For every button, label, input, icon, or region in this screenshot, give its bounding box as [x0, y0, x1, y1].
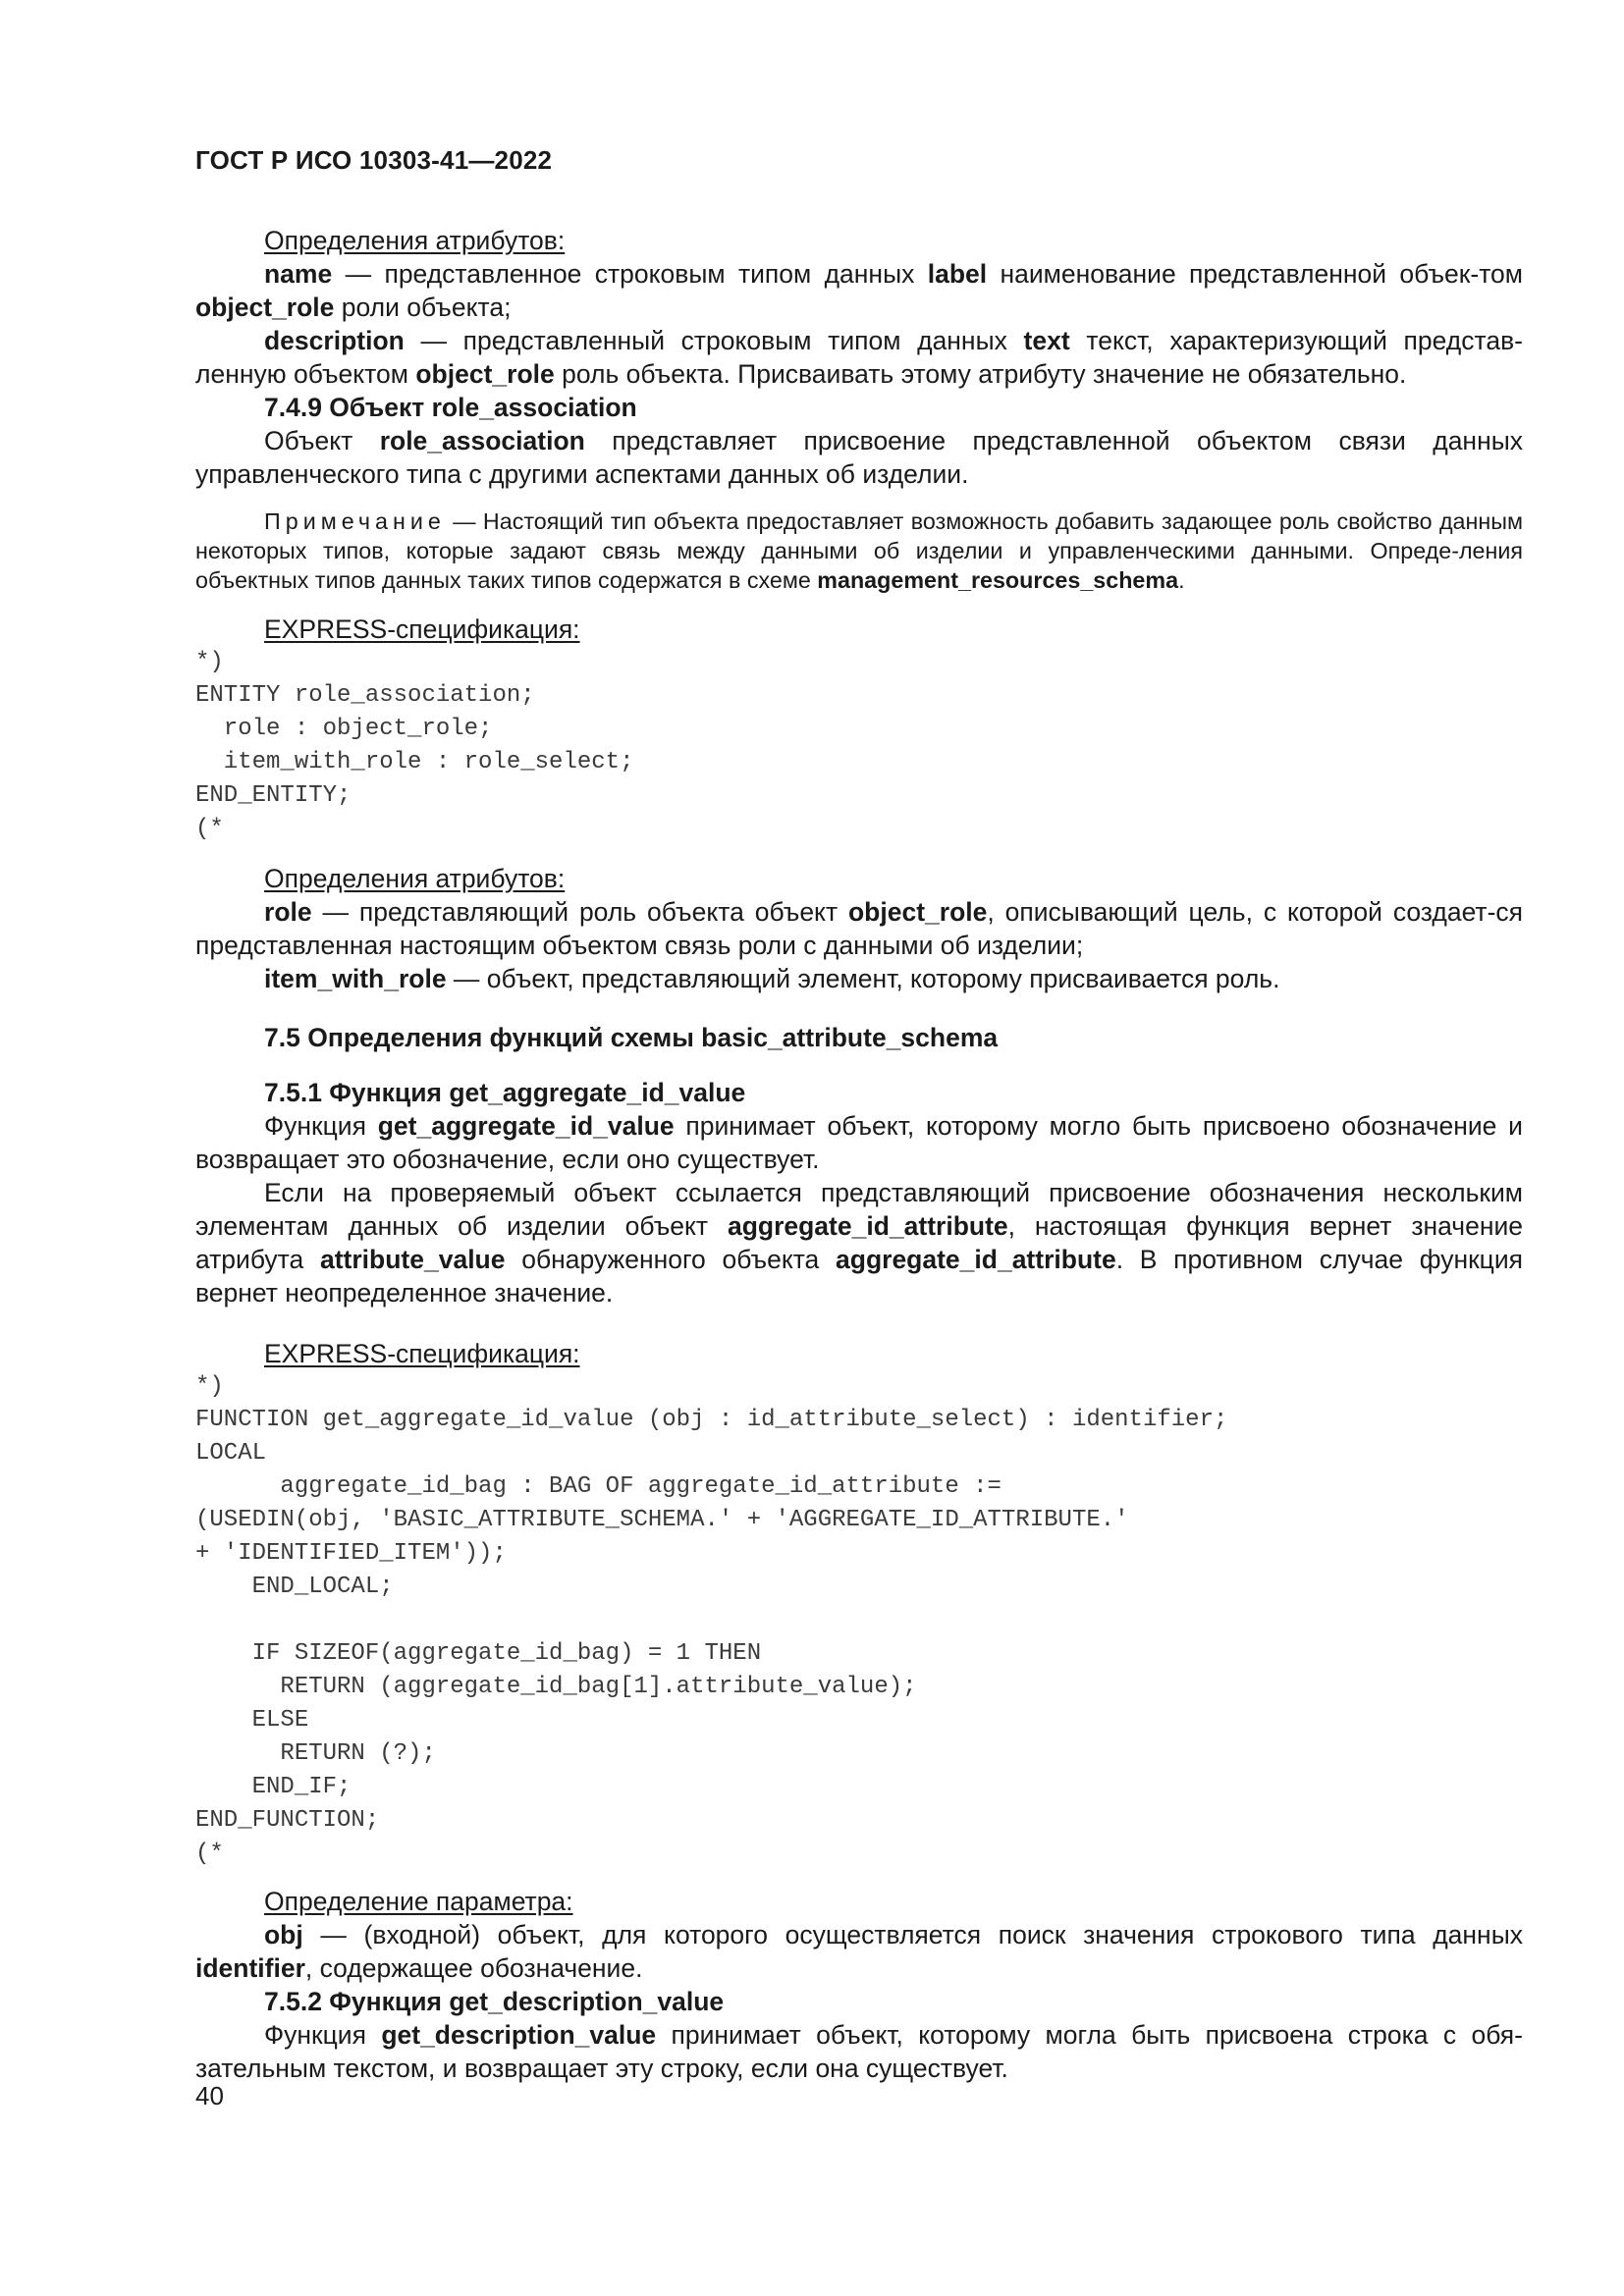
express-spec-1: [195, 613, 1523, 846]
get-aggregate-id-value-description: Функция get_aggregate_id_value принимает объект, которому могло быть присвоено обозначение и возвращает это обозначение, если оно существует.: [195, 1111, 1523, 1174]
attr-description-definition: description — представленный строковым типом данных text текст, характеризующий представ-ленную объектом object_role роль объекта. Присваивать этому атрибуту значение не обязательно.: [195, 326, 1523, 389]
code-block-entity: *) ENTITY role_association; role : object_role; item_with_role : role_select; END_ENTITY; (*: [195, 649, 634, 842]
page-number: 40: [195, 2081, 224, 2110]
document-header: ГОСТ Р ИСО 10303-41—2022: [195, 145, 553, 175]
express-spec-2: [195, 1337, 1523, 1871]
section-7-5-1: [195, 1076, 1523, 1309]
attribute-definitions-2: [195, 862, 1523, 995]
section-heading-7-5-2: 7.5.2 Функция get_description_value: [264, 1987, 725, 2016]
section-heading-7-5: 7.5 Определения функций схемы basic_attribute_schema: [264, 1023, 999, 1052]
get-description-value-description: Функция get_description_value принимает объект, которому могла быть присвоена строка с обя-зательным текстом, и возвращает эту строку, если она существует.: [195, 2020, 1523, 2083]
code-block-function: *) FUNCTION get_aggregate_id_value (obj : id_attribute_select) : identifier; LOCAL aggregate_id_bag : BAG OF aggregate_id_attribute := (USEDIN(obj, 'BASIC_ATTRIBUTE_SCHEMA.' + 'AGGREGATE_ID_ATTRIBUTE.' + 'IDENTIFIED_ITEM')); END_LOCAL; IF SIZEOF(aggregate_id_bag) = 1 THEN RETURN (aggregate_id_bag[1].attribute_value); ELSE RETURN (?); END_IF; END_FUNCTION; (*: [195, 1373, 1228, 1867]
note-text: Примечание — Настоящий тип объекта предоставляет возможность добавить задающее роль свойство данным некоторых типов, которые задают связь между данными об изделии и управленческими данными. Опреде-ления объектных типов данных таких типов содержатся в схеме management_resources_schema.: [195, 508, 1523, 593]
get-aggregate-id-value-behavior: Если на проверяемый объект ссылается представляющий присвоение обозначения нескольким элементам данных об изделии объект aggregate_id_attribute, настоящая функция вернет значение атрибута attribute_value обнаруженного объекта aggregate_id_attribute. В противном случае функция вернет неопределенное значение.: [195, 1178, 1524, 1308]
attr-item-with-role-definition: item_with_role — объект, представляющий элемент, которому присваивается роль.: [264, 964, 1280, 993]
defs-title: Определения атрибутов:: [264, 864, 566, 893]
parameter-definition: [195, 1885, 1523, 2085]
attribute-definitions-1: [195, 224, 1523, 491]
attr-name-definition: name — представленное строковым типом данных label наименование представленной объек-том object_role роли объекта;: [195, 259, 1523, 322]
role-association-description: Объект role_association представляет присвоение представленной объектом связи данных управленческого типа с другими аспектами данных об изделии.: [195, 426, 1523, 489]
param-title: Определение параметра:: [264, 1887, 573, 1916]
section-heading-7-5-1: 7.5.1 Функция get_aggregate_id_value: [264, 1078, 746, 1107]
section-7-5: [195, 1021, 1523, 1054]
param-obj-definition: obj — (входной) объект, для которого осуществляется поиск значения строкового типа данных identifier, содержащее обозначение.: [195, 1920, 1523, 1983]
note-block: [195, 507, 1523, 595]
section-heading-7-4-9: 7.4.9 Объект role_association: [264, 393, 637, 422]
express-title: EXPRESS-спецификация:: [264, 614, 580, 644]
attr-role-definition: role — представляющий роль объекта объект object_role, описывающий цель, с которой создает-ся представленная настоящим объектом связь роли с данными об изделии;: [195, 897, 1523, 960]
express-title: EXPRESS-спецификация:: [264, 1339, 580, 1368]
defs-title: Определения атрибутов:: [264, 226, 566, 255]
